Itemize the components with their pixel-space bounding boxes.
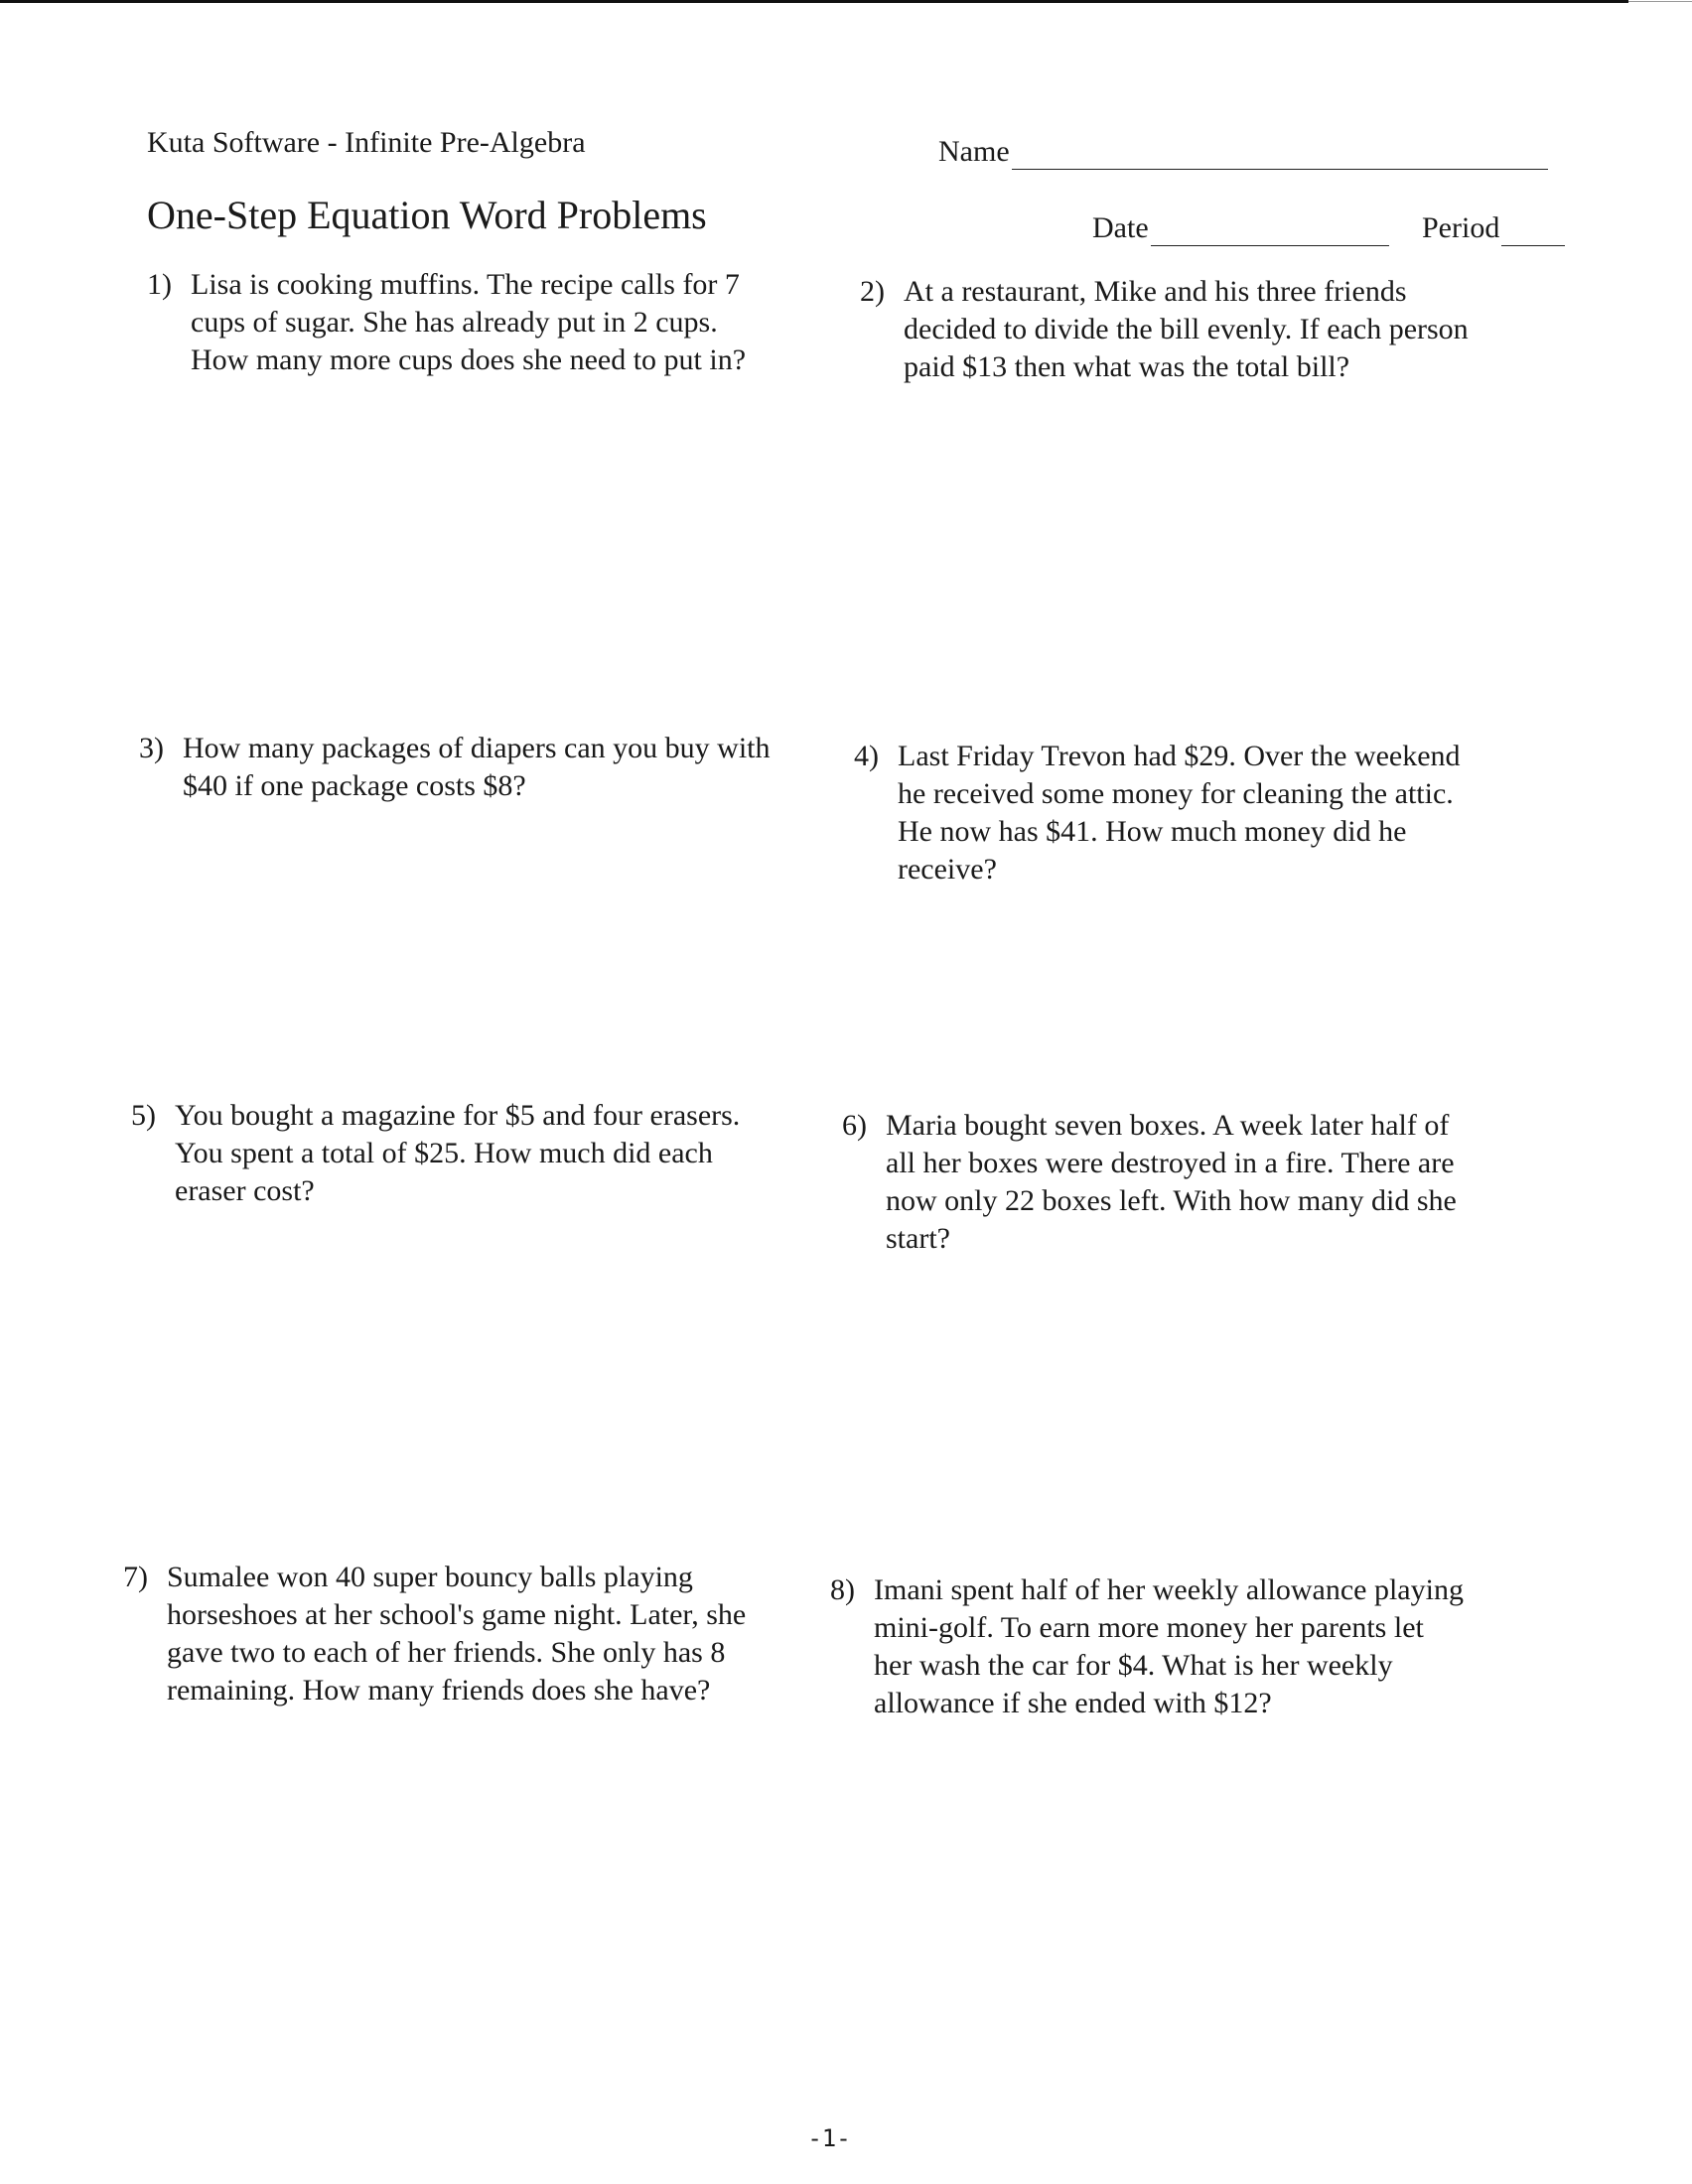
period-field[interactable]: [1422, 210, 1565, 246]
problem-number: 8): [830, 1573, 855, 1606]
top-border-rule-tail: [1628, 1, 1692, 2]
problem-8: [830, 1571, 1466, 1722]
date-label: Date: [1092, 211, 1149, 244]
problem-number: 7): [123, 1561, 148, 1593]
problem-text: Imani spent half of her weekly allowance playing mini-golf. To earn more money her parents let her wash the car for $4. What is her weekly allowance if she ended with $12?: [874, 1573, 1464, 1719]
problem-text: How many packages of diapers can you buy with $40 if one package costs $8?: [183, 732, 771, 802]
problem-number: 5): [131, 1099, 156, 1132]
problem-4: [854, 738, 1489, 888]
problem-number: 3): [139, 732, 164, 764]
date-field[interactable]: [1092, 210, 1389, 246]
name-blank-line[interactable]: [1012, 139, 1548, 170]
problem-text: Maria bought seven boxes. A week later half of all her boxes were destroyed in a fire. There are now only 22 boxes left. With how many did she start?: [886, 1109, 1457, 1255]
publisher-line: Kuta Software - Infinite Pre-Algebra: [147, 126, 586, 159]
name-label: Name: [938, 135, 1010, 168]
period-label: Period: [1422, 211, 1500, 244]
date-blank-line[interactable]: [1151, 215, 1389, 246]
problem-number: 2): [860, 275, 885, 308]
problem-text: Sumalee won 40 super bouncy balls playing horseshoes at her school's game night. Later, she gave two to each of her friends. She only has 8 remaining. How many friends does she have?: [167, 1561, 747, 1706]
period-blank-line[interactable]: [1501, 215, 1565, 246]
problem-2: [860, 273, 1495, 386]
name-field[interactable]: [938, 134, 1548, 170]
problem-number: 4): [854, 740, 879, 772]
worksheet-header: [147, 125, 707, 240]
problem-number: 6): [842, 1109, 867, 1142]
problem-text: You bought a magazine for $5 and four erasers. You spent a total of $25. How much did each eraser cost?: [175, 1099, 741, 1207]
problem-text: Lisa is cooking muffins. The recipe calls for 7 cups of sugar. She has already put in 2 cups. How many more cups does she need to put in?: [191, 268, 747, 376]
problem-6: [842, 1107, 1478, 1258]
problem-3: [139, 730, 775, 805]
page-number: -1-: [807, 2124, 851, 2152]
problem-number: 1): [147, 268, 172, 301]
problem-text: Last Friday Trevon had $29. Over the weekend he received some money for cleaning the attic. He now has $41. How much money did he receive?: [898, 740, 1461, 886]
problem-1: [147, 266, 782, 379]
problem-text: At a restaurant, Mike and his three friends decided to divide the bill evenly. If each person paid $13 then what was the total bill?: [904, 275, 1469, 383]
worksheet-title: One-Step Equation Word Problems: [147, 193, 707, 237]
top-border-rule: [0, 0, 1628, 3]
problem-7: [123, 1559, 759, 1709]
problem-5: [131, 1097, 767, 1210]
